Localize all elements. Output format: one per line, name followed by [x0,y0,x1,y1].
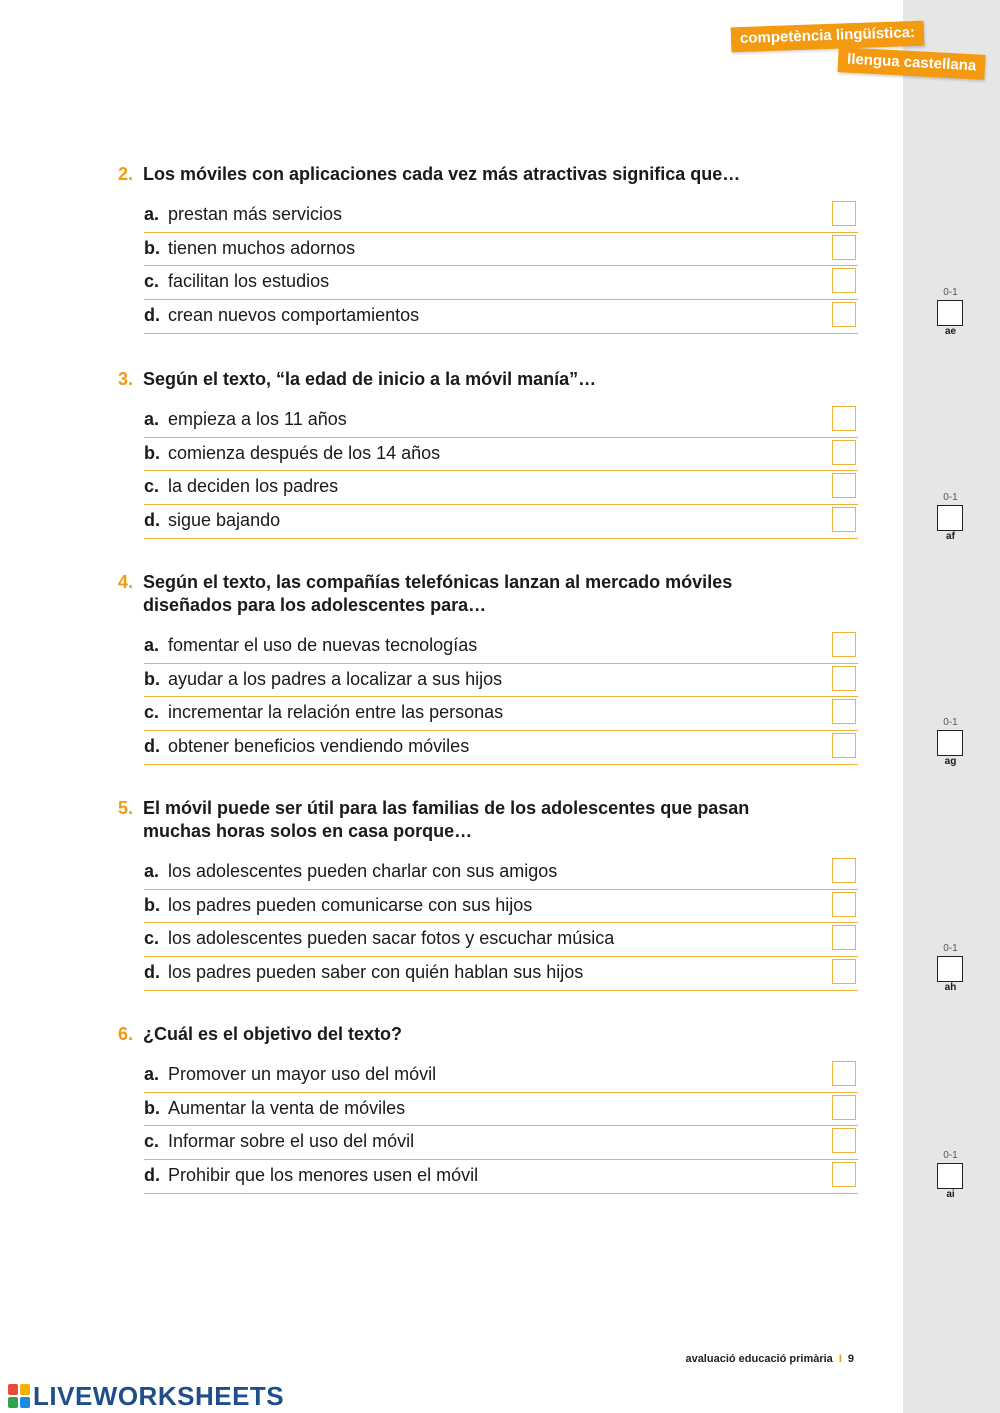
score-code: ai [946,1189,955,1200]
option-text: Promover un mayor uso del móvil [168,1064,437,1084]
score-box-ai [937,1150,964,1201]
score-code: af [946,531,955,542]
option-a [144,856,858,890]
score-range: 0-1 [943,1150,958,1161]
score-box-ah [937,943,964,994]
option-letter: b. [144,442,160,463]
options-list [118,856,858,991]
option-d [144,957,858,991]
footer-text: avaluació educació primària [685,1353,833,1365]
option-a [144,199,858,233]
answer-checkbox[interactable] [832,302,856,327]
question-number: 6. [118,1024,134,1044]
option-letter: b. [144,668,160,689]
option-c [144,697,858,731]
score-input-box[interactable] [937,1163,963,1189]
question-title [118,368,858,391]
option-text: prestan más servicios [168,204,343,224]
subject-tag-competence: competència lingüística: [731,21,925,53]
option-letter: b. [144,894,160,915]
answer-checkbox[interactable] [832,473,856,498]
option-letter: d. [144,305,160,326]
option-text: los padres pueden comunicarse con sus hijos [168,894,533,915]
question-title [118,163,858,186]
question-title [118,571,858,617]
option-letter: d. [144,510,160,531]
option-d [144,505,858,539]
score-code: ag [944,756,957,767]
logo-block [20,1384,30,1395]
option-text: crean nuevos comportamientos [168,305,420,326]
logo-blocks-icon [8,1384,30,1408]
logo-block [8,1397,18,1408]
option-text: Prohibir que los menores usen el móvil [168,1165,479,1186]
question-text: Según el texto, “la edad de inicio a la móvil manía”… [143,369,597,389]
answer-checkbox[interactable] [832,406,856,431]
score-range: 0-1 [943,287,958,298]
option-letter: c. [144,702,160,723]
option-c [144,266,858,300]
logo-text: LIVEWORKSHEETS [33,1380,285,1411]
option-letter: b. [144,1097,160,1118]
option-text: incrementar la relación entre las personas [168,702,504,723]
question-number: 2. [118,164,134,184]
option-letter: a. [144,635,160,655]
option-text: Informar sobre el uso del móvil [168,1131,415,1152]
liveworksheets-logo [8,1381,284,1411]
question-3 [118,368,858,539]
score-range: 0-1 [943,717,958,728]
option-letter: c. [144,271,160,292]
option-c [144,1126,858,1160]
answer-checkbox[interactable] [832,507,856,532]
option-b [144,890,858,924]
option-letter: b. [144,237,160,258]
question-text: Los móviles con aplicaciones cada vez más atractivas significa que… [143,164,741,184]
answer-checkbox[interactable] [832,666,856,691]
question-text-line-1: El móvil puede ser útil para las familias de los adolescentes que pasan [143,798,750,818]
question-title [118,1023,858,1046]
answer-checkbox[interactable] [832,892,856,917]
option-c [144,471,858,505]
option-b [144,1093,858,1127]
option-letter: c. [144,1131,160,1152]
score-input-box[interactable] [937,505,963,531]
answer-checkbox[interactable] [832,440,856,465]
option-text: tienen muchos adornos [168,237,356,258]
footer-separator: I [838,1353,842,1365]
logo-block [20,1397,30,1408]
option-text: ayudar a los padres a localizar a sus hijos [168,668,503,689]
option-c [144,923,858,957]
option-text: la deciden los padres [168,476,339,497]
option-d [144,1160,858,1194]
question-number: 5. [118,798,134,818]
option-text: comienza después de los 14 años [168,442,441,463]
answer-checkbox[interactable] [832,632,856,657]
score-box-ae [937,287,964,338]
option-a [144,404,858,438]
option-letter: a. [144,409,160,429]
score-box-ag [937,717,964,768]
option-text: fomentar el uso de nuevas tecnologías [168,635,478,655]
option-a [144,630,858,664]
question-number: 4. [118,572,134,592]
score-input-box[interactable] [937,956,963,982]
question-text-line-1: Según el texto, las compañías telefónicas lanzan al mercado móviles [143,572,733,592]
option-text: Aumentar la venta de móviles [168,1097,406,1118]
score-input-box[interactable] [937,300,963,326]
answer-checkbox[interactable] [832,1061,856,1086]
option-text: los adolescentes pueden sacar fotos y escuchar música [168,928,615,949]
option-letter: a. [144,861,160,881]
option-text: empieza a los 11 años [168,409,347,429]
option-d [144,300,858,334]
option-text: obtener beneficios vendiendo móviles [168,736,470,757]
option-letter: d. [144,736,160,757]
option-b [144,664,858,698]
options-list [118,199,858,334]
score-code: ae [944,326,957,337]
option-text: los padres pueden saber con quién hablan sus hijos [168,962,584,983]
answer-checkbox[interactable] [832,959,856,984]
option-letter: c. [144,928,160,949]
answer-checkbox[interactable] [832,1162,856,1187]
option-b [144,233,858,267]
option-text: los adolescentes pueden charlar con sus amigos [168,861,558,881]
score-range: 0-1 [943,943,958,954]
question-text-line-2: diseñados para los adolescentes para… [143,595,487,615]
option-letter: c. [144,476,160,497]
score-box-af [937,492,964,543]
side-margin-strip [903,0,1000,1413]
options-list [118,630,858,765]
option-letter: d. [144,962,160,983]
score-range: 0-1 [943,492,958,503]
option-b [144,438,858,472]
subject-tag-language: llengua castellana [837,47,985,80]
question-text-line-2: muchas horas solos en casa porque… [143,821,473,841]
answer-checkbox[interactable] [832,268,856,293]
question-6 [118,1023,858,1194]
option-letter: a. [144,204,160,224]
option-d [144,731,858,765]
question-5 [118,797,858,991]
question-text: ¿Cuál es el objetivo del texto? [143,1024,403,1044]
page-footer [685,1353,854,1365]
answer-checkbox[interactable] [832,699,856,724]
question-number: 3. [118,369,134,389]
option-text: facilitan los estudios [168,271,330,292]
options-list [118,404,858,539]
option-a [144,1059,858,1093]
answer-checkbox[interactable] [832,1128,856,1153]
option-text: sigue bajando [168,510,281,531]
page-number: 9 [847,1353,854,1365]
options-list [118,1059,858,1194]
answer-checkbox[interactable] [832,235,856,260]
answer-checkbox[interactable] [832,925,856,950]
score-code: ah [944,982,957,993]
question-2 [118,163,858,334]
answer-checkbox[interactable] [832,858,856,883]
logo-block [8,1384,18,1395]
option-letter: d. [144,1165,160,1186]
question-title [118,797,858,843]
option-letter: a. [144,1064,160,1084]
question-4 [118,571,858,765]
answer-checkbox[interactable] [832,733,856,758]
answer-checkbox[interactable] [832,201,856,226]
score-input-box[interactable] [937,730,963,756]
answer-checkbox[interactable] [832,1095,856,1120]
